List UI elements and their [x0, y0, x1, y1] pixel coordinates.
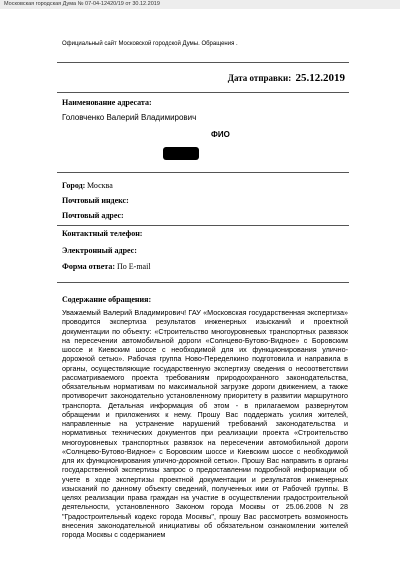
response-form-label: Форма ответа: [62, 262, 115, 271]
send-date-label: Дата отправки: [227, 73, 292, 83]
city-label: Город: [62, 181, 86, 190]
fio-label: ФИО [211, 130, 230, 139]
redaction-mark [163, 147, 199, 160]
postal-index-label: Почтовый индекс: [62, 196, 129, 205]
addressee-name: Головченко Валерий Владимирович [62, 113, 197, 122]
divider [57, 282, 349, 283]
appeal-text: Уважаемый Валерий Владимирович! ГАУ «Московская государственная экспертиза» проводится экспертиза результатов инженерных изысканий и проектной документации по объекту: «Строительство многоуровневых транспортных развязок на пересечении автомобильной дороги «Солнцево-Бутово-Видное» с Боровским шоссе и Киевским шоссе с необходимой для их функционирования улично-дорожной сетью». Рабочая группа Ново-Переделкино подготовила и направила в органы, осуществляющие государственную экспертизу сведения о несоответствии рассматриваемого проекта требованиям природоохранного законодательства, обязательным нормативам по максимальной загрузке дороги движением, а также противоречит законодательно установленному приоритету в развитии маршрутного транспорта. Детальная информация об этом - в прилагаемом развернутом обращении и приложениях к нему. Прошу Вас поддержать усилия жителей, направленные на устранение нарушений требований законодательства и нормативных технических документов при реализации проекта «Строительство многоуровневых транспортных развязок на пересечении автомобильной дороги «Солнцево-Бутово-Видное» с Боровским шоссе и Киевским шоссе с необходимой для их функционирования улично-дорожной сетью». Прошу Вас направить в органы государственной экспертизы запрос о предоставлении подробной информации об учете в ходе экспертизы проектной документации и результатов инженерных изысканий по данному объекту сведений, полученных ими от Рабочей группы. В целях реализации права граждан на участие в осуществлении градостроительной деятельности, установленного Законом города Москвы от 25.06.2008 N 28 "Градостроительный кодекс города Москвы", прошу Вас рассмотреть возможность внесения законодательной инициативы об обязательном ознакомлении жителей города Москвы с содержанием [62, 308, 348, 539]
send-date [57, 72, 345, 84]
phone-label: Контактный телефон: [62, 229, 143, 238]
appeal-label: Содержание обращения: [62, 295, 152, 304]
site-title: Официальный сайт Московской городской Думы. Обращения . [62, 41, 238, 47]
registration-stamp: Московская городская Дума № 07-04-12420/19 от 30.12.2019 [4, 1, 160, 7]
divider [57, 62, 349, 63]
email-label: Электронный адрес: [62, 246, 137, 255]
postal-address-label: Почтовый адрес: [62, 211, 124, 220]
divider [57, 225, 349, 226]
response-form-value: По E-mail [117, 262, 151, 271]
divider [57, 92, 349, 93]
divider [57, 172, 349, 173]
addressee-label: Наименование адресата: [62, 98, 152, 107]
send-date-value: 25.12.2019 [295, 72, 345, 84]
document-header-bar [0, 0, 400, 9]
city-value: Москва [87, 181, 113, 190]
